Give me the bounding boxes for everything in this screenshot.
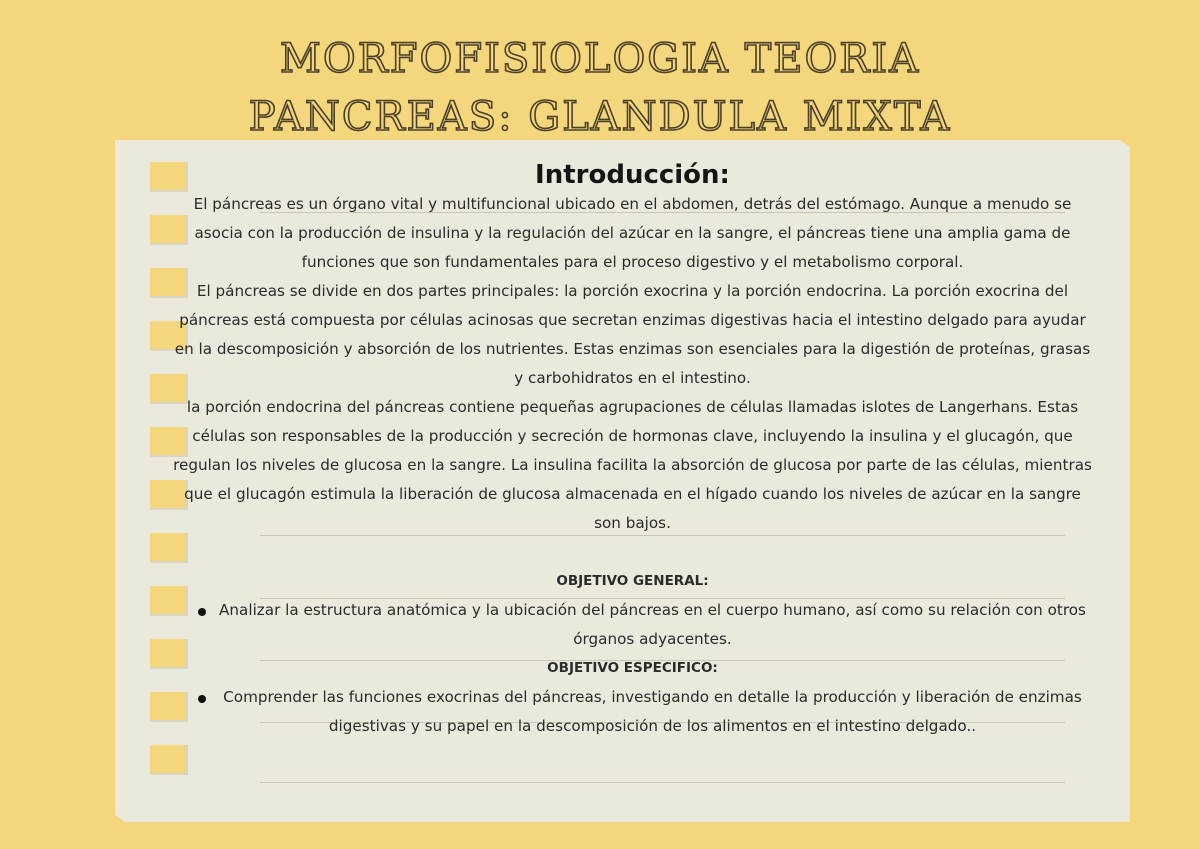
section-spacer — [170, 538, 1095, 567]
document-content — [170, 160, 1095, 741]
objetivo-especifico-text: Comprender las funciones exocrinas del páncreas, investigando en detalle la producción y liberación de enzimas digestivas y su papel en la descomposición de los alimentos en el intestino delgado.. — [223, 688, 1082, 735]
ring-hole — [150, 745, 188, 775]
intro-heading: Introducción: — [535, 160, 730, 190]
objetivo-general-heading: OBJETIVO GENERAL: — [556, 573, 709, 589]
objetivo-especifico-item — [170, 683, 1095, 741]
intro-paragraph: El páncreas se divide en dos partes principales: la porción exocrina y la porción endocrina. La porción exocrina del páncreas está compuesta por células acinosas que secretan enzimas digestivas hacia el intestino delgado para ayudar en la descomposición y absorción de los nutrientes. Estas enzimas son esenciales para la digestión de proteínas, grasas y carbohidratos en el intestino. — [174, 282, 1091, 387]
bullet-icon — [198, 608, 206, 616]
intro-paragraph: El páncreas es un órgano vital y multifuncional ubicado en el abdomen, detrás del estómago. Aunque a menudo se asocia con la producción de insulina y la regulación del azúcar en la sangre, el páncreas tiene una amplia gama de funciones que son fundamentales para el proceso digestivo y el metabolismo corporal. — [193, 195, 1072, 271]
bullet-icon — [198, 695, 206, 703]
objetivo-especifico-heading: OBJETIVO ESPECIFICO: — [547, 660, 718, 676]
header-title-line1: MORFOFISIOLOGIA TEORIA — [279, 36, 921, 82]
objetivo-general-item — [170, 596, 1095, 654]
ruled-line — [260, 782, 1065, 783]
page-header — [0, 30, 1200, 146]
header-title-line2: PANCREAS: GLANDULA MIXTA — [248, 94, 952, 140]
intro-paragraph: la porción endocrina del páncreas contiene pequeñas agrupaciones de células llamadas islotes de Langerhans. Estas células son responsables de la producción y secreción de hormonas clave, incluyendo la insulina y el glucagón, que regulan los niveles de glucosa en la sangre. La insulina facilita la absorción de glucosa por parte de las células, mientras que el glucagón estimula la liberación de glucosa almacenada en el hígado cuando los niveles de azúcar en la sangre son bajos. — [173, 398, 1092, 532]
objetivo-general-text: Analizar la estructura anatómica y la ubicación del páncreas en el cuerpo humano, así como su relación con otros órganos adyacentes. — [219, 601, 1086, 648]
